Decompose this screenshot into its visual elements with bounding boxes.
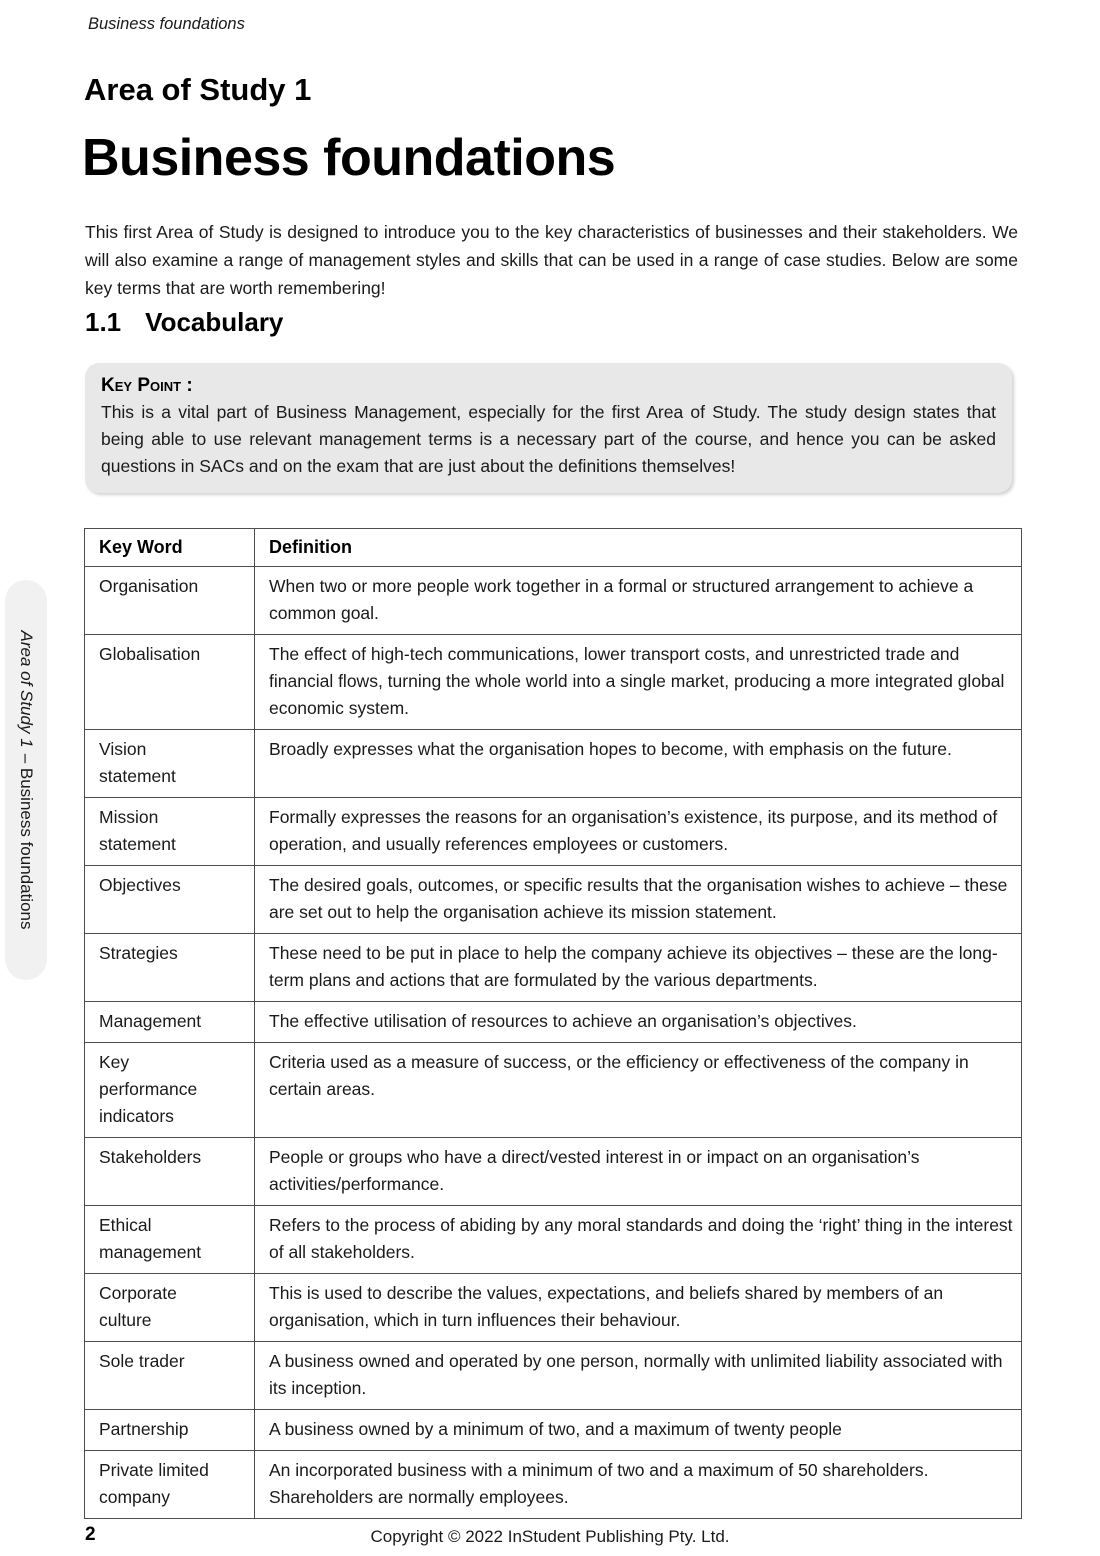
table-row [85,635,1022,730]
definition-cell: The effect of high-tech communications, lower transport costs, and unrestricted trade and financial flows, turning the whole world into a single market, producing a more integrated global economic system. [255,635,1022,730]
definition-cell: When two or more people work together in a formal or structured arrangement to achieve a common goal. [255,567,1022,635]
footer-copyright: Copyright © 2022 InStudent Publishing Pty. Ltd. [370,1527,730,1546]
table-row [85,567,1022,635]
definition-cell: A business owned and operated by one person, normally with unlimited liability associated with its inception. [255,1342,1022,1410]
table-row [85,866,1022,934]
sidebar-tab-label-regular: – Business foundations [17,753,36,930]
definition-cell: People or groups who have a direct/vested interest in or impact on an organisation’s activities/performance. [255,1138,1022,1206]
section-label: Vocabulary [145,307,284,337]
area-of-study-kicker: Area of Study 1 [84,72,312,107]
key-word-cell: Objectives [85,866,255,934]
key-word-cell: Key performance indicators [85,1043,255,1138]
page-title: Business foundations [82,129,616,187]
definition-cell: Criteria used as a measure of success, or the efficiency or effectiveness of the company in certain areas. [255,1043,1022,1138]
section-heading-vocabulary [85,307,283,338]
definition-cell: An incorporated business with a minimum of two and a maximum of 50 shareholders. Shareholders are normally employees. [255,1451,1022,1519]
sidebar-tab-area-of-study [5,580,47,980]
key-word-cell: Corporate culture [85,1274,255,1342]
definition-cell: This is used to describe the values, expectations, and beliefs shared by members of an organisation, which in turn influences their behaviour. [255,1274,1022,1342]
table-row [85,1410,1022,1451]
key-word-cell: Sole trader [85,1342,255,1410]
definition-cell: Refers to the process of abiding by any moral standards and doing the ‘right’ thing in the interest of all stakeholders. [255,1206,1022,1274]
sidebar-tab-label [16,631,36,930]
key-point-body: This is a vital part of Business Management, especially for the first Area of Study. The study design states that being able to use relevant management terms is a necessary part of the course, and hence you can be asked questions in SACs and on the exam that are just about the definitions themselves! [101,402,996,476]
section-number: 1.1 [85,307,122,337]
table-row [85,1002,1022,1043]
table-row [85,730,1022,798]
column-header-definition: Definition [255,529,1022,567]
sidebar-tab-label-italic: Area of Study 1 [17,630,36,748]
key-word-cell: Strategies [85,934,255,1002]
definition-cell: The effective utilisation of resources to achieve an organisation’s objectives. [255,1002,1022,1043]
definition-cell: A business owned by a minimum of two, and a maximum of twenty people [255,1410,1022,1451]
vocabulary-table-header [85,529,1022,567]
definition-cell: Formally expresses the reasons for an organisation’s existence, its purpose, and its method of operation, and usually references employees or customers. [255,798,1022,866]
table-row [85,1138,1022,1206]
key-word-cell: Partnership [85,1410,255,1451]
key-word-cell: Organisation [85,567,255,635]
table-row [85,1342,1022,1410]
vocabulary-table-body [85,567,1022,1519]
definition-cell: The desired goals, outcomes, or specific results that the organisation wishes to achieve – these are set out to help the organisation achieve its mission statement. [255,866,1022,934]
table-row [85,798,1022,866]
key-word-cell: Ethical management [85,1206,255,1274]
intro-paragraph: This first Area of Study is designed to introduce you to the key characteristics of businesses and their stakeholders. We will also examine a range of management styles and skills that can be used in a range of case studies. Below are some key terms that are worth remembering! [85,222,1018,298]
key-word-cell: Private limited company [85,1451,255,1519]
table-row [85,1043,1022,1138]
key-word-cell: Mission statement [85,798,255,866]
table-row [85,1274,1022,1342]
vocabulary-table [84,528,1022,1519]
key-word-cell: Management [85,1002,255,1043]
table-row [85,1451,1022,1519]
page-number: 2 [85,1524,96,1545]
key-point-box [85,363,1012,493]
running-header: Business foundations [88,15,245,33]
key-word-cell: Stakeholders [85,1138,255,1206]
definition-cell: These need to be put in place to help the company achieve its objectives – these are the long-term plans and actions that are formulated by the various departments. [255,934,1022,1002]
table-row [85,1206,1022,1274]
key-word-cell: Globalisation [85,635,255,730]
key-point-label: Key Point : [101,375,193,396]
table-row [85,934,1022,1002]
column-header-key-word: Key Word [85,529,255,567]
key-word-cell: Vision statement [85,730,255,798]
definition-cell: Broadly expresses what the organisation hopes to become, with emphasis on the future. [255,730,1022,798]
header-row [85,529,1022,567]
